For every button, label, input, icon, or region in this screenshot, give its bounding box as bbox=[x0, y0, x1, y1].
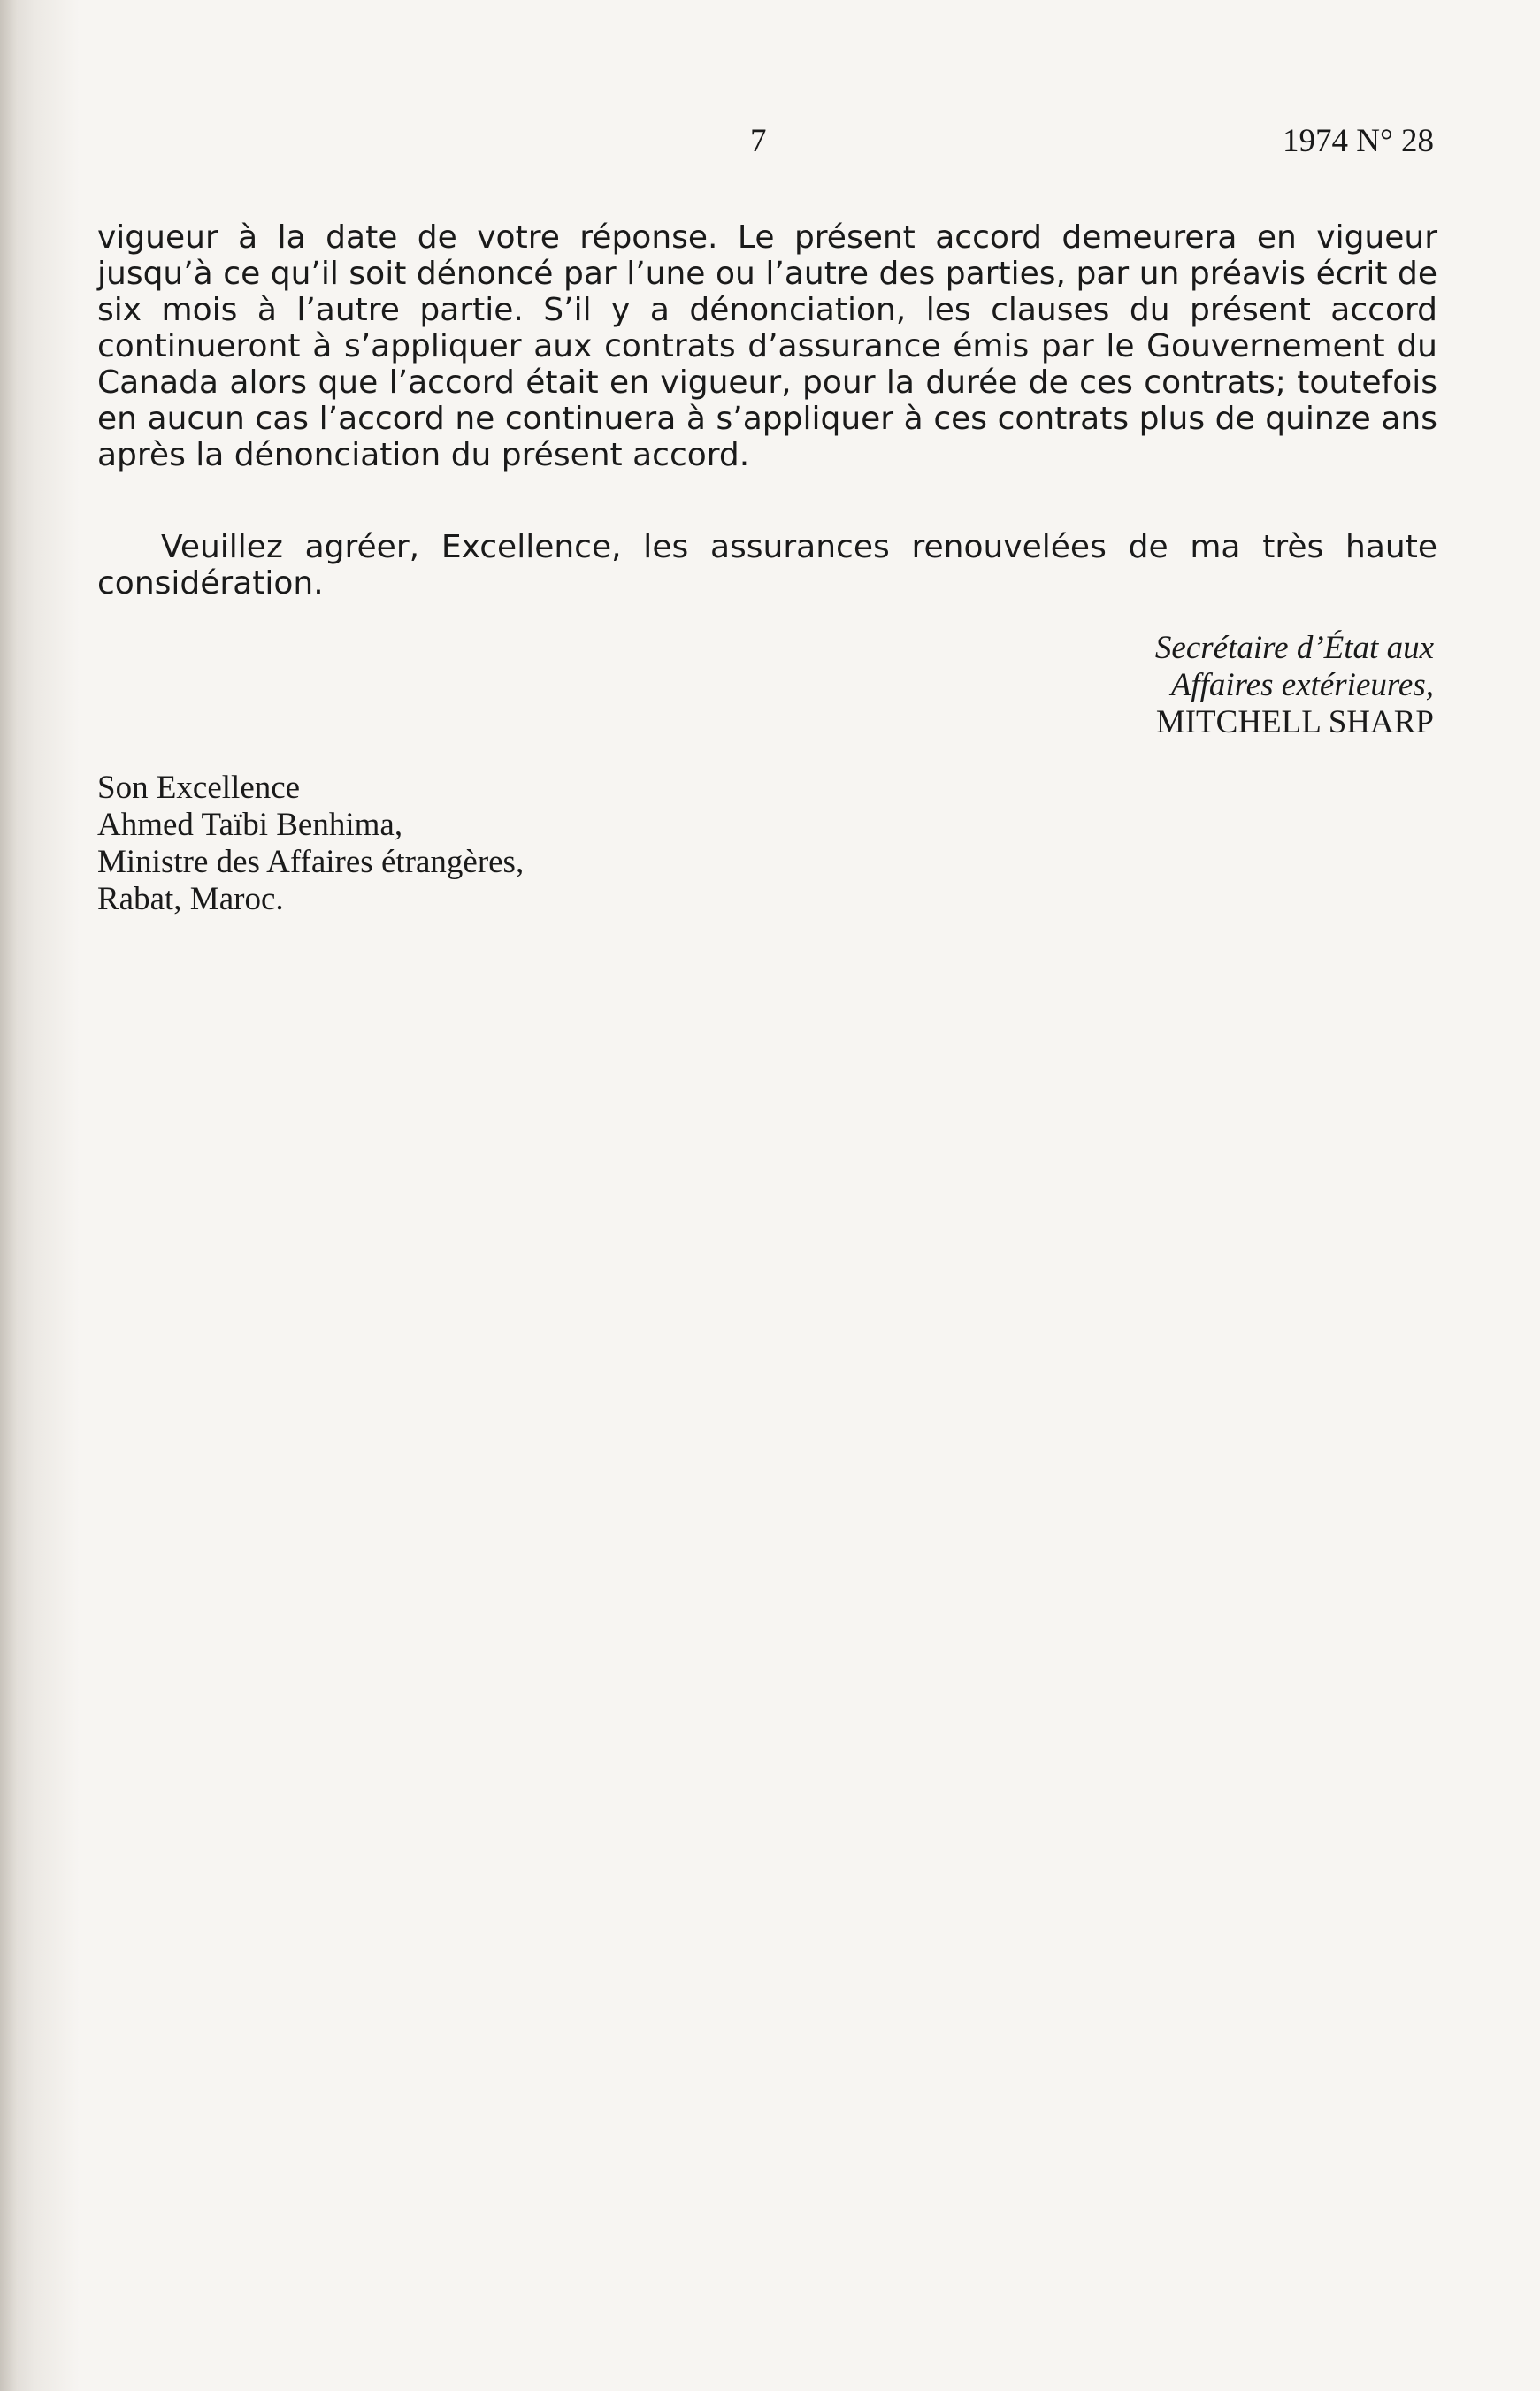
addressee-line2: Ahmed Taïbi Benhima, bbox=[97, 807, 403, 843]
page-number: 7 bbox=[750, 123, 767, 159]
addressee-line3: Ministre des Affaires étrangères, bbox=[97, 844, 525, 880]
signature-block bbox=[1155, 630, 1434, 741]
addressee-line4: Rabat, Maroc. bbox=[97, 881, 284, 917]
paragraph-text: vigueur à la date de votre réponse. Le présent accord demeurera en vigueur jusqu’à ce qu’il soit dénoncé par l’une ou l’autre des parties, par un préavis écrit de six mois à l’autre partie. S’il y a dénonciation, les clauses du présent accord continueront à s’appliquer aux contrats d’assurance émis par le Gouvernement du Canada alors que l’accord était en vigueur, pour la durée de ces contrats; toutefois en aucun cas l’accord ne continuera à s’appliquer à ces contrats plus de quinze ans après la dénonciation du présent accord. bbox=[97, 219, 1437, 473]
addressee-block bbox=[97, 770, 524, 918]
signature-title-line1: Secrétaire d’État aux bbox=[1154, 630, 1434, 666]
body-paragraph bbox=[97, 219, 1437, 473]
signature-title-line2: Affaires extérieures, bbox=[1170, 667, 1434, 703]
signature-name: MITCHELL SHARP bbox=[1155, 704, 1434, 740]
closing-paragraph: Veuillez agréer, Excellence, les assurances renouvelées de ma très haute considération. bbox=[97, 529, 1437, 602]
addressee-line1: Son Excellence bbox=[97, 770, 301, 806]
treaty-reference: 1974 N° 28 bbox=[1282, 123, 1434, 159]
page-binding-shadow bbox=[0, 0, 18, 2391]
